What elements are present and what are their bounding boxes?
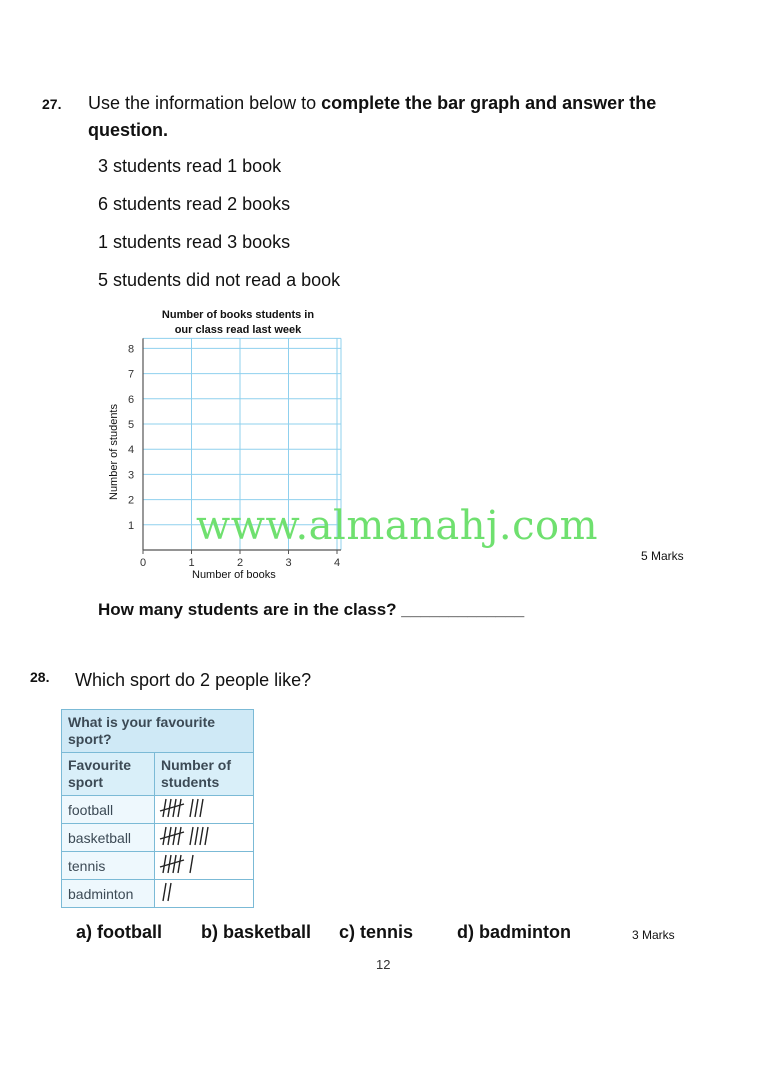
chart-x-label: Number of books — [192, 569, 276, 581]
q27-prompt — [88, 90, 708, 144]
x-tick-label: 1 — [188, 557, 195, 569]
sport-name: tennis — [62, 852, 155, 880]
answer-option-a[interactable]: a) football — [76, 922, 162, 942]
tally-stroke — [200, 827, 203, 845]
table-row — [62, 824, 254, 852]
tally-marks — [155, 824, 254, 852]
tally-marks — [155, 796, 254, 824]
table-header-sport: Favourite sport — [62, 753, 155, 796]
answer-option-d[interactable]: d) badminton — [457, 922, 571, 942]
y-tick-label: 4 — [127, 444, 135, 457]
tally-stroke — [178, 827, 181, 845]
tally-stroke — [173, 827, 176, 845]
chart-y-label: Number of students — [108, 404, 120, 500]
q27-info-2: 6 students read 2 books — [98, 194, 291, 214]
answer-option-b[interactable]: b) basketball — [201, 922, 312, 942]
y-tick-label: 1 — [127, 519, 135, 532]
tally-marks — [155, 852, 254, 880]
y-tick-label: 2 — [127, 494, 135, 507]
tally-stroke — [168, 883, 171, 901]
table-row — [62, 852, 254, 880]
q27-info-4: 5 students did not read a book — [98, 270, 341, 290]
y-tick-label: 8 — [127, 343, 135, 356]
tally-stroke — [173, 799, 176, 817]
table-caption: What is your favourite sport? — [62, 710, 254, 753]
q28-prompt: Which sport do 2 people like? — [75, 670, 312, 690]
watermark: www.almanahj.com — [196, 503, 599, 549]
tally-stroke — [178, 799, 181, 817]
q27-prompt-bold-2: question. — [88, 120, 168, 140]
y-tick-label: 7 — [127, 368, 135, 381]
q27-number: 27. — [42, 96, 62, 112]
tally-cross-stroke — [160, 832, 184, 839]
chart-y-ticks — [128, 343, 134, 531]
x-tick-label: 4 — [333, 557, 341, 569]
q27-prompt-bold-1: complete the bar graph and answer the — [321, 93, 657, 113]
table-row — [62, 796, 254, 824]
tally-stroke — [173, 855, 176, 873]
y-tick-label: 3 — [127, 469, 135, 482]
q28-number: 28. — [30, 669, 50, 685]
chart-title-line-1: Number of books students in — [161, 309, 315, 321]
sport-name: basketball — [62, 824, 155, 852]
chart-title-line-2: our class read last week — [174, 324, 302, 336]
table-header-count: Number of students — [155, 753, 254, 796]
tally-stroke — [195, 799, 198, 817]
chart-x-ticks — [140, 550, 340, 569]
tally-stroke — [200, 799, 203, 817]
sport-name: badminton — [62, 880, 155, 908]
tally-cross-stroke — [160, 804, 184, 811]
q27-marks: 5 Marks — [641, 549, 684, 563]
sport-tally-table — [61, 709, 254, 908]
q27-info-3: 1 students read 3 books — [98, 232, 291, 252]
x-tick-label: 2 — [236, 557, 244, 569]
page-number: 12 — [376, 957, 391, 972]
y-tick-label: 6 — [127, 393, 135, 406]
answer-option-c[interactable]: c) tennis — [339, 922, 414, 942]
x-tick-label: 0 — [139, 557, 147, 569]
y-tick-label: 5 — [127, 419, 135, 431]
tally-stroke — [178, 855, 181, 873]
tally-stroke — [190, 827, 193, 845]
sport-name: football — [62, 796, 155, 824]
bar-chart[interactable] — [110, 335, 370, 595]
q27-info-1: 3 students read 1 book — [98, 156, 282, 176]
table-row — [62, 880, 254, 908]
tally-stroke — [163, 855, 166, 873]
tally-stroke — [190, 855, 193, 873]
tally-stroke — [163, 827, 166, 845]
x-tick-label: 3 — [285, 557, 292, 569]
tally-stroke — [163, 799, 166, 817]
q27-followup: How many students are in the class? _____________ — [98, 600, 525, 619]
chart-title — [140, 308, 336, 338]
tally-marks — [155, 880, 254, 908]
tally-stroke — [195, 827, 198, 845]
tally-stroke — [205, 827, 208, 845]
tally-stroke — [163, 883, 166, 901]
tally-cross-stroke — [160, 860, 184, 867]
q27-prompt-plain: Use the information below to — [88, 93, 322, 113]
q28-marks: 3 Marks — [632, 928, 675, 942]
tally-stroke — [190, 799, 193, 817]
